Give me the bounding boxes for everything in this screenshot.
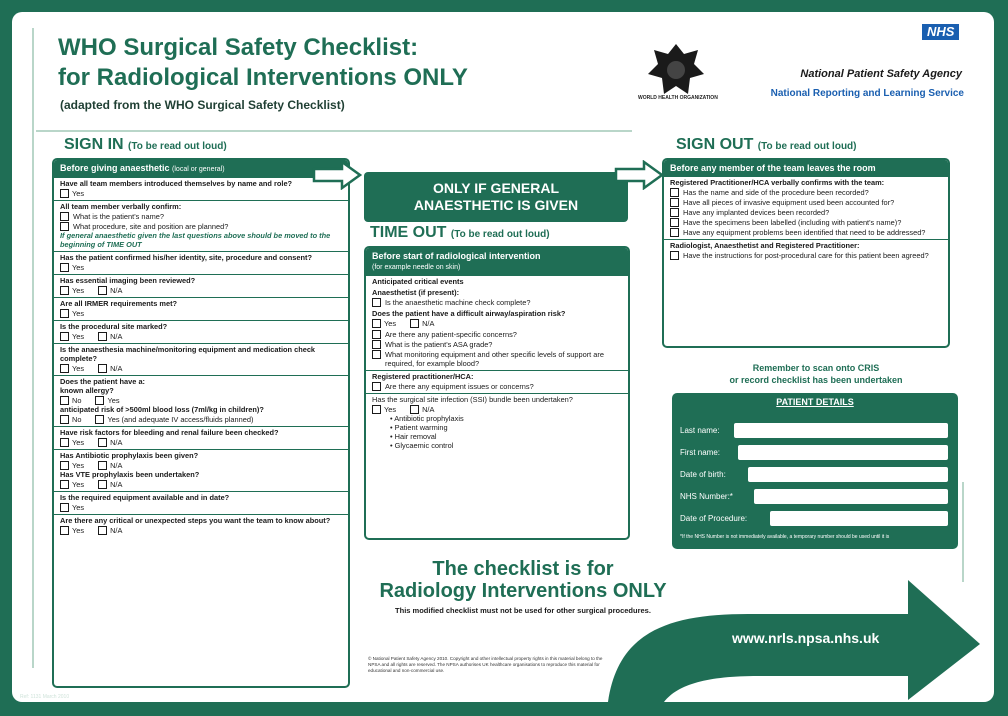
option-label: N/A — [110, 438, 123, 447]
patient-details-footnote: *If the NHS Number is not immediately available, a temporary number should be used until it is — [680, 534, 890, 540]
option-label: N/A — [110, 332, 123, 341]
patient-field-row — [680, 511, 948, 526]
checkbox[interactable] — [98, 526, 107, 535]
patient-field-label: Date of birth: — [680, 470, 726, 479]
checkbox[interactable] — [60, 503, 69, 512]
option-label: N/A — [110, 286, 123, 295]
option-label: Yes — [72, 438, 85, 447]
sign-in-title: SIGN IN — [64, 136, 124, 153]
time-out-anticipated-block — [366, 276, 628, 371]
option — [98, 526, 122, 535]
checklist-item-text: Have the instructions for post-procedural care for this patient been agreed? — [683, 251, 929, 260]
question-text: Has Antibiotic prophylaxis been given? — [60, 451, 199, 460]
time-out-ssi-block — [366, 394, 628, 452]
agency-name: National Patient Safety Agency — [800, 68, 962, 80]
option-row — [60, 286, 342, 295]
sign-out-confirm-label: Registered Practitioner/HCA verbally confirms with the team: — [670, 178, 885, 187]
option — [95, 415, 253, 424]
question-text: Does the patient have a: — [60, 377, 146, 386]
patient-field-input[interactable] — [734, 423, 948, 438]
option — [60, 526, 84, 535]
option-row — [60, 263, 342, 272]
time-out-heading — [370, 224, 550, 242]
patient-field-row — [680, 445, 948, 460]
practitioner-label: Registered practitioner/HCA: — [372, 372, 474, 381]
option — [60, 396, 81, 405]
sign-in-question — [54, 201, 348, 252]
question-note: If general anaesthetic given the last questions above should be moved to the beginning of TIME OUT — [60, 231, 331, 249]
sign-in-question — [54, 298, 348, 321]
option — [60, 263, 84, 272]
decorative-line-left — [32, 28, 34, 668]
question-text: Have all team members introduced themselves by name and role? — [60, 179, 293, 188]
question-text: Is the required equipment available and in date? — [60, 493, 230, 502]
option — [95, 396, 119, 405]
checkbox[interactable] — [372, 405, 381, 414]
option — [60, 461, 84, 470]
bullet-item: • Antibiotic prophylaxis — [390, 414, 464, 423]
checkbox[interactable] — [60, 438, 69, 447]
checkbox[interactable] — [60, 332, 69, 341]
sign-in-question — [54, 344, 348, 376]
checkbox[interactable] — [95, 415, 104, 424]
checkbox[interactable] — [372, 298, 381, 307]
option-label: Yes — [72, 364, 85, 373]
checkbox[interactable] — [98, 461, 107, 470]
reminder-line1: Remember to scan onto CRIS — [752, 363, 880, 373]
checklist-item-text: Have any equipment problems been identified that need to be addressed? — [683, 228, 926, 237]
patient-field-label: Last name: — [680, 426, 720, 435]
option-label: Yes — [72, 309, 85, 318]
option-label: Yes — [72, 189, 85, 198]
checklist-item — [670, 208, 942, 217]
sign-in-question — [54, 492, 348, 515]
time-out-panel — [364, 246, 630, 540]
crest-caption: WORLD HEALTH ORGANIZATION — [638, 95, 718, 101]
option — [60, 332, 84, 341]
checklist-item — [372, 350, 622, 368]
time-out-practitioner-block — [366, 371, 628, 394]
checkbox[interactable] — [98, 286, 107, 295]
reminder-line2: or record checklist has been undertaken — [729, 375, 903, 385]
page-subtitle: (adapted from the WHO Surgical Safety Checklist) — [60, 98, 345, 112]
option-row — [60, 396, 342, 405]
service-name: National Reporting and Learning Service — [770, 88, 964, 99]
sign-in-question — [54, 275, 348, 298]
option — [372, 405, 396, 414]
option-row — [60, 438, 342, 447]
crest-logo — [640, 40, 712, 102]
anaesthetist-items — [372, 298, 622, 307]
option-label: N/A — [422, 405, 435, 414]
checklist-item — [670, 228, 942, 237]
sign-in-header-note: (local or general) — [172, 166, 225, 173]
checkbox[interactable] — [98, 332, 107, 341]
option — [98, 332, 122, 341]
checkbox[interactable] — [60, 526, 69, 535]
nhs-logo: NHS — [922, 24, 959, 40]
patient-field-label: Date of Procedure: — [680, 514, 748, 523]
checklist-item-text: What procedure, site and position are planned? — [73, 222, 229, 231]
patient-field-row — [680, 423, 948, 438]
checkbox[interactable] — [372, 319, 381, 328]
checkbox[interactable] — [98, 438, 107, 447]
question-text: Are all IRMER requirements met? — [60, 299, 178, 308]
option-label: Yes — [72, 332, 85, 341]
checkbox[interactable] — [670, 188, 679, 197]
checkbox[interactable] — [372, 330, 381, 339]
option-label: Yes — [72, 503, 85, 512]
sign-out-heading — [676, 136, 857, 154]
checkbox[interactable] — [60, 263, 69, 272]
option-label: Yes — [384, 319, 397, 328]
checkbox[interactable] — [372, 382, 381, 391]
question-text: Has essential imaging been reviewed? — [60, 276, 196, 285]
sign-out-panel-header: Before any member of the team leaves the room — [664, 160, 948, 177]
time-out-panel-header — [366, 248, 628, 276]
bullet-item: • Glycaemic control — [390, 441, 454, 450]
sign-in-question — [54, 427, 348, 450]
checkbox[interactable] — [60, 212, 69, 221]
sign-in-question — [54, 376, 348, 427]
option-label: Yes — [72, 461, 85, 470]
sign-in-question — [54, 450, 348, 492]
patient-field-label: First name: — [680, 448, 721, 457]
ssi-question: Has the surgical site infection (SSI) bundle been undertaken? — [372, 395, 573, 404]
option-label: N/A — [110, 364, 123, 373]
patient-field-label: NHS Number:* — [680, 492, 733, 501]
option — [98, 480, 122, 489]
option-row — [60, 189, 342, 198]
checklist-item-text: Have the specimens been labelled (including with patient's name)? — [683, 218, 902, 227]
patient-field-input[interactable] — [770, 511, 948, 526]
sign-in-question — [54, 178, 348, 201]
checklist-item-text: Are there any equipment issues or concerns? — [385, 382, 534, 391]
checklist-item — [670, 198, 942, 207]
option — [60, 309, 84, 318]
option-label: N/A — [110, 480, 123, 489]
sign-out-team-block — [664, 240, 948, 262]
sign-in-panel — [52, 158, 350, 688]
checklist-item-text: What is the patient's ASA grade? — [385, 340, 493, 349]
option — [60, 480, 84, 489]
page-title: WHO Surgical Safety Checklist: — [58, 34, 419, 61]
reference-code: Ref: 1131 March 2010 — [20, 694, 70, 700]
checkbox[interactable] — [60, 415, 69, 424]
checkbox[interactable] — [670, 218, 679, 227]
checklist-item — [372, 340, 622, 349]
poster-sheet — [12, 12, 994, 702]
ssi-bullets — [372, 414, 622, 450]
option-label: Yes — [72, 526, 85, 535]
option — [60, 438, 84, 447]
patient-field-input[interactable] — [748, 467, 948, 482]
option — [98, 438, 122, 447]
anticipated-label: Anticipated critical events — [372, 277, 464, 286]
checkbox[interactable] — [670, 198, 679, 207]
option — [60, 189, 84, 198]
option — [98, 364, 122, 373]
checkbox[interactable] — [60, 222, 69, 231]
sign-out-note: (To be read out loud) — [757, 141, 857, 152]
time-out-title: TIME OUT — [370, 224, 447, 241]
checklist-item-text: What monitoring equipment and other specific levels of support are required, for example blood? — [385, 350, 604, 368]
sign-in-panel-header — [54, 160, 348, 178]
option-row — [60, 332, 342, 341]
checklist-item — [60, 222, 342, 231]
bullet-item: • Hair removal — [390, 432, 437, 441]
checkbox[interactable] — [372, 340, 381, 349]
option-row — [60, 480, 342, 489]
option-label: Yes — [72, 480, 85, 489]
checkbox[interactable] — [372, 350, 381, 359]
general-anaesthetic-banner — [364, 172, 628, 222]
time-out-header-note: (for example needle on skin) — [372, 264, 461, 271]
checklist-item — [372, 330, 622, 339]
question-text: Is the procedural site marked? — [60, 322, 168, 331]
concern-items — [372, 330, 622, 368]
banner-line2: ANAESTHETIC IS GIVEN — [413, 197, 579, 213]
sign-out-panel — [662, 158, 950, 348]
option-label: Yes (and adequate IV access/fluids planned) — [107, 415, 254, 424]
option-label: Yes — [384, 405, 397, 414]
option-row — [60, 503, 342, 512]
option — [60, 415, 81, 424]
checklist-item-text: Is the anaesthetic machine check complete? — [385, 298, 531, 307]
anaesthetist-label: Anaesthetist (if present): — [372, 288, 460, 297]
sign-in-note: (To be read out loud) — [128, 141, 227, 152]
option-label: N/A — [110, 526, 123, 535]
option-row — [60, 309, 342, 318]
option — [60, 503, 84, 512]
checkbox[interactable] — [60, 286, 69, 295]
checklist-item — [670, 188, 942, 197]
question-text: Has VTE prophylaxis been undertaken? — [60, 470, 200, 479]
question-text: Are there any critical or unexpected steps you want the team to know about? — [60, 516, 331, 525]
checkbox[interactable] — [60, 364, 69, 373]
checkbox[interactable] — [98, 480, 107, 489]
option-label: No — [72, 396, 82, 405]
decorative-line-mid — [36, 130, 632, 132]
airway-question: Does the patient have a difficult airway/aspiration risk? — [372, 309, 566, 318]
patient-details-title: PATIENT DETAILS — [776, 397, 854, 407]
sign-out-title: SIGN OUT — [676, 136, 754, 153]
arrow-right-icon-2 — [614, 160, 664, 190]
option — [410, 405, 434, 414]
sign-in-question — [54, 515, 348, 537]
option-label: Yes — [72, 263, 85, 272]
checkbox[interactable] — [60, 396, 69, 405]
patient-details-box — [672, 393, 958, 549]
patient-field-input[interactable] — [738, 445, 948, 460]
checkbox[interactable] — [60, 309, 69, 318]
option-label: Yes — [72, 286, 85, 295]
bullet-item: • Patient warming — [390, 423, 448, 432]
modified-note: This modified checklist must not be used for other surgical procedures. — [395, 606, 651, 615]
sign-in-question — [54, 252, 348, 275]
question-text: Is the anaesthesia machine/monitoring equipment and medication check complete? — [60, 345, 316, 363]
sub-question-text: anticipated risk of >500ml blood loss (7ml/kg in children)? — [60, 405, 264, 414]
patient-field-input[interactable] — [754, 489, 948, 504]
question-text: Have risk factors for bleeding and renal failure been checked? — [60, 428, 279, 437]
sign-out-team-items — [670, 251, 942, 260]
sign-in-question — [54, 321, 348, 344]
checklist-item — [372, 298, 622, 307]
option — [60, 364, 84, 373]
option — [60, 286, 84, 295]
sign-in-question-list — [54, 178, 348, 537]
checkbox[interactable] — [410, 405, 419, 414]
banner-line1: ONLY IF GENERAL — [432, 180, 560, 196]
checklist-item-text: Have any implanted devices been recorded? — [683, 208, 830, 217]
checklist-item — [670, 251, 942, 260]
sign-in-heading — [64, 136, 227, 154]
practitioner-items — [372, 382, 622, 391]
option — [372, 319, 396, 328]
checkbox[interactable] — [670, 228, 679, 237]
time-out-header-text: Before start of radiological intervention — [372, 251, 541, 261]
option-row — [60, 364, 342, 373]
checkbox[interactable] — [98, 364, 107, 373]
checklist-item — [60, 212, 342, 221]
time-out-note: (To be read out loud) — [450, 229, 550, 240]
page-title-line2: for Radiological Interventions ONLY — [58, 64, 468, 91]
checklist-scope-line1: The checklist is for — [432, 558, 614, 580]
option-row — [60, 461, 342, 470]
option-label: N/A — [422, 319, 435, 328]
sign-in-header-text: Before giving anaesthetic — [60, 163, 170, 173]
checkbox[interactable] — [60, 189, 69, 198]
sign-out-confirm-items — [670, 188, 942, 237]
sub-question-text: known allergy? — [60, 386, 114, 395]
patient-field-row — [680, 489, 948, 504]
website-link[interactable]: www.nrls.npsa.nhs.uk — [732, 630, 880, 646]
checklist-scope-line2: Radiology Interventions ONLY — [379, 580, 667, 602]
checklist-item-text: Has the name and side of the procedure been recorded? — [683, 188, 869, 197]
checklist-item-text: Are there any patient-specific concerns? — [385, 330, 517, 339]
checkbox[interactable] — [60, 461, 69, 470]
question-text: Has the patient confirmed his/her identity, site, procedure and consent? — [60, 253, 313, 262]
checkbox[interactable] — [670, 208, 679, 217]
patient-field-row — [680, 467, 948, 482]
checkbox[interactable] — [60, 480, 69, 489]
option-label: N/A — [110, 461, 123, 470]
scan-reminder — [676, 362, 956, 386]
checklist-item — [670, 218, 942, 227]
checkbox[interactable] — [95, 396, 104, 405]
question-text: All team member verbally confirm: — [60, 202, 182, 211]
checklist-item-text: What is the patient's name? — [73, 212, 164, 221]
option-label: Yes — [107, 396, 120, 405]
sign-out-team-label: Radiologist, Anaesthetist and Registered Practitioner: — [670, 241, 860, 250]
ssi-options — [372, 405, 622, 414]
checkbox[interactable] — [670, 251, 679, 260]
option-label: No — [72, 415, 82, 424]
checkbox[interactable] — [410, 319, 419, 328]
option-row — [60, 526, 342, 535]
checklist-item — [372, 382, 622, 391]
copyright-text: © National Patient Safety Agency 2010. Copyright and other intellectual property rights in this material belong to the NPSA and all rights are reserved. The NPSA authorises UK healthcare organisations to reproduce this material for educational and non-commercial use. — [368, 656, 603, 673]
option — [410, 319, 434, 328]
sign-out-confirm-block — [664, 177, 948, 240]
airway-options — [372, 319, 622, 328]
arrow-right-icon — [312, 160, 362, 190]
decorative-line-right — [962, 482, 964, 582]
option — [98, 461, 122, 470]
checklist-item-text: Have all pieces of invasive equipment used been accounted for? — [683, 198, 895, 207]
option — [98, 286, 122, 295]
option-row — [60, 415, 342, 424]
